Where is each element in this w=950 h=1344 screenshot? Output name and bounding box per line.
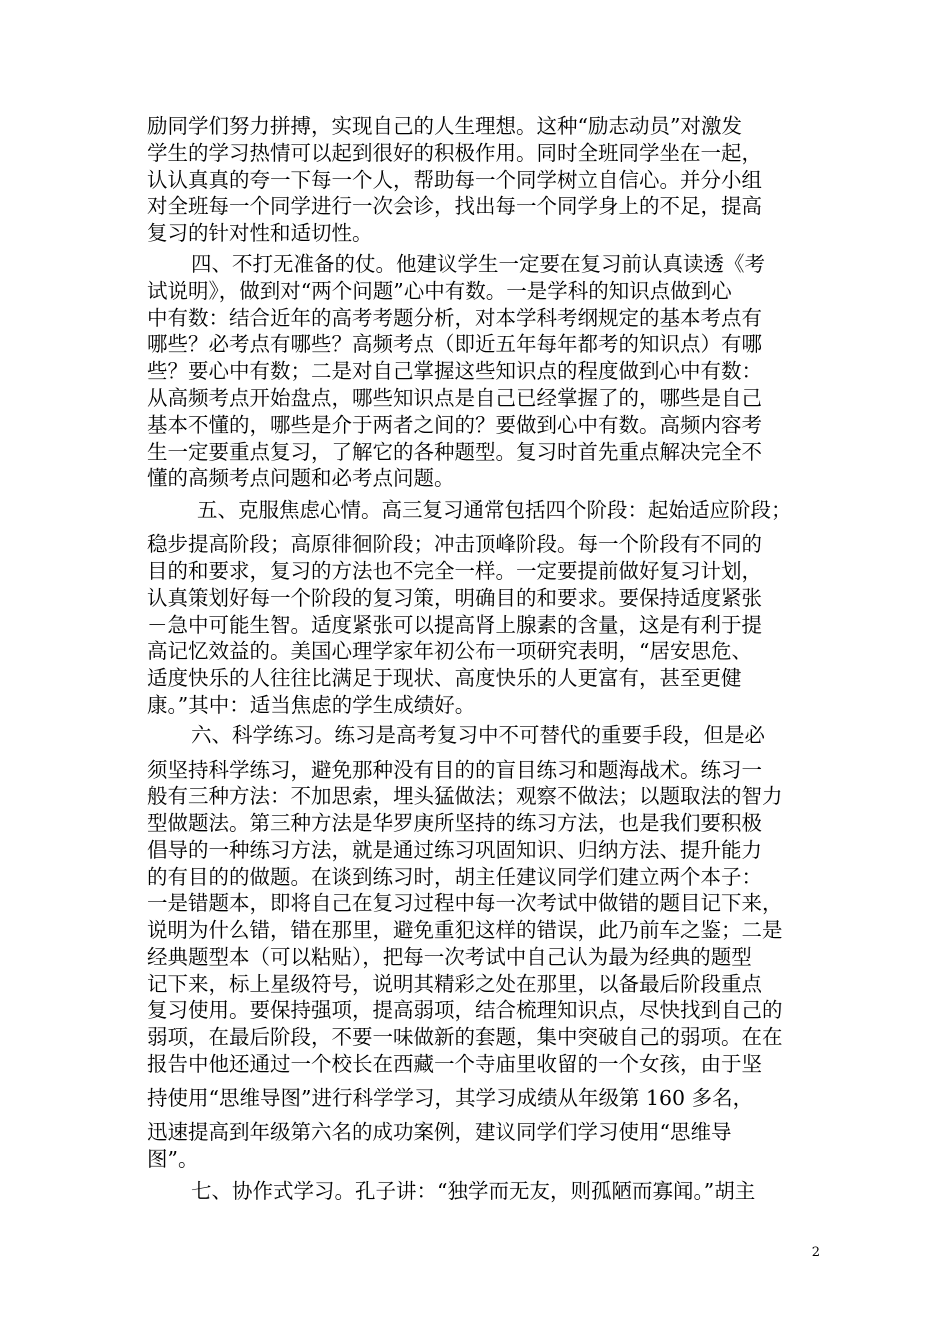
text-line: －急中可能生智。适度紧张可以提高肾上腺素的含量，这是有利于提 xyxy=(147,613,762,637)
text-line: 图”。 xyxy=(147,1147,199,1171)
text-line: 记下来，标上星级符号，说明其精彩之处在那里，以备最后阶段重点 xyxy=(147,972,762,996)
text-line: 倡导的一种练习方法，就是通过练习巩固知识、归纳方法、提升能力 xyxy=(147,838,762,862)
text-line: 生一定要重点复习，了解它的各种题型。复习时首先重点解决完全不 xyxy=(147,440,762,464)
text-line: 复习的针对性和适切性。 xyxy=(147,221,373,245)
text-line: 励同学们努力拼搏，实现自己的人生理想。这种“励志动员”对激发 xyxy=(147,114,742,138)
text-line: 目的和要求，复习的方法也不完全一样。一定要提前做好复习计划， xyxy=(147,559,762,583)
paragraph-heading-6: 六、科学练习。练习是高考复习中不可替代的重要手段，但是必 xyxy=(191,723,765,747)
text-line: 迅速提高到年级第六名的成功案例，建议同学们学习使用“思维导 xyxy=(147,1120,732,1144)
text-line: 复习使用。要保持强项，提高弱项，结合梳理知识点，尽快找到自己的 xyxy=(147,998,783,1022)
text-line: 从高频考点开始盘点，哪些知识点是自己已经掌握了的，哪些是自己 xyxy=(147,386,762,410)
text-line: 些？要心中有数；二是对自己掌握这些知识点的程度做到心中有数： xyxy=(147,359,762,383)
text-line: 弱项，在最后阶段，不要一味做新的套题，集中突破自己的弱项。在在 xyxy=(147,1025,783,1049)
text-line: 报告中他还通过一个校长在西藏一个寺庙里收留的一个女孩，由于坚 xyxy=(147,1052,762,1076)
paragraph-heading-7: 七、协作式学习。孔子讲：“独学而无友，则孤陋而寡闻。”胡主 xyxy=(191,1179,756,1203)
text-line: 须坚持科学练习，避免那种没有目的的盲目练习和题海战术。练习一 xyxy=(147,758,762,782)
paragraph-heading-4: 四、不打无准备的仗。他建议学生一定要在复习前认真读透《考 xyxy=(191,252,765,276)
text-line: 懂的高频考点问题和必考点问题。 xyxy=(147,466,455,490)
text-line: 哪些？必考点有哪些？高频考点（即近五年每年都考的知识点）有哪 xyxy=(147,332,762,356)
text-line: 对全班每一个同学进行一次会诊，找出每一个同学身上的不足，提高 xyxy=(147,194,762,218)
text-line: 高记忆效益的。美国心理学家年初公布一项研究表明，“居安思危、 xyxy=(147,639,752,663)
text-line: 稳步提高阶段；高原徘徊阶段；冲击顶峰阶段。每一个阶段有不同的 xyxy=(147,532,762,556)
text-line: 学生的学习热情可以起到很好的积极作用。同时全班同学坐在一起， xyxy=(147,141,762,165)
page-number: 2 xyxy=(811,1245,820,1260)
text-line: 一是错题本，即将自己在复习过程中每一次考试中做错的题目记下来， xyxy=(147,891,783,915)
text-line: 中有数：结合近年的高考考题分析，对本学科考纲规定的基本考点有 xyxy=(147,306,762,330)
text-line: 基本不懂的，哪些是介于两者之间的？要做到心中有数。高频内容考 xyxy=(147,413,762,437)
text-line: 适度快乐的人往往比满足于现状、高度快乐的人更富有，甚至更健 xyxy=(147,666,742,690)
text-line: 经典题型本（可以粘贴），把每一次考试中自己认为最为经典的题型 xyxy=(147,945,752,969)
text-line: 持使用“思维导图”进行科学学习，其学习成绩从年级第 160 多名， xyxy=(147,1086,754,1110)
text-line: 般有三种方法：不加思索，埋头猛做法；观察不做法；以题取法的智力 xyxy=(147,784,783,808)
text-line: 型做题法。第三种方法是华罗庚所坚持的练习方法，也是我们要积极 xyxy=(147,811,762,835)
text-line: 认真策划好每一个阶段的复习策，明确目的和要求。要保持适度紧张 xyxy=(147,586,762,610)
text-line: 试说明》，做到对“两个问题”心中有数。一是学科的知识点做到心 xyxy=(147,279,732,303)
paragraph-heading-5: 五、克服焦虑心情。高三复习通常包括四个阶段：起始适应阶段； xyxy=(197,498,792,522)
text-line: 的有目的的做题。在谈到练习时，胡主任建议同学们建立两个本子： xyxy=(147,865,762,889)
text-line: 认认真真的夸一下每一个人，帮助每一个同学树立自信心。并分小组 xyxy=(147,168,762,192)
text-line: 康。”其中：适当焦虑的学生成绩好。 xyxy=(147,693,476,717)
text-line: 说明为什么错，错在那里，避免重犯这样的错误，此乃前车之鉴；二是 xyxy=(147,918,783,942)
